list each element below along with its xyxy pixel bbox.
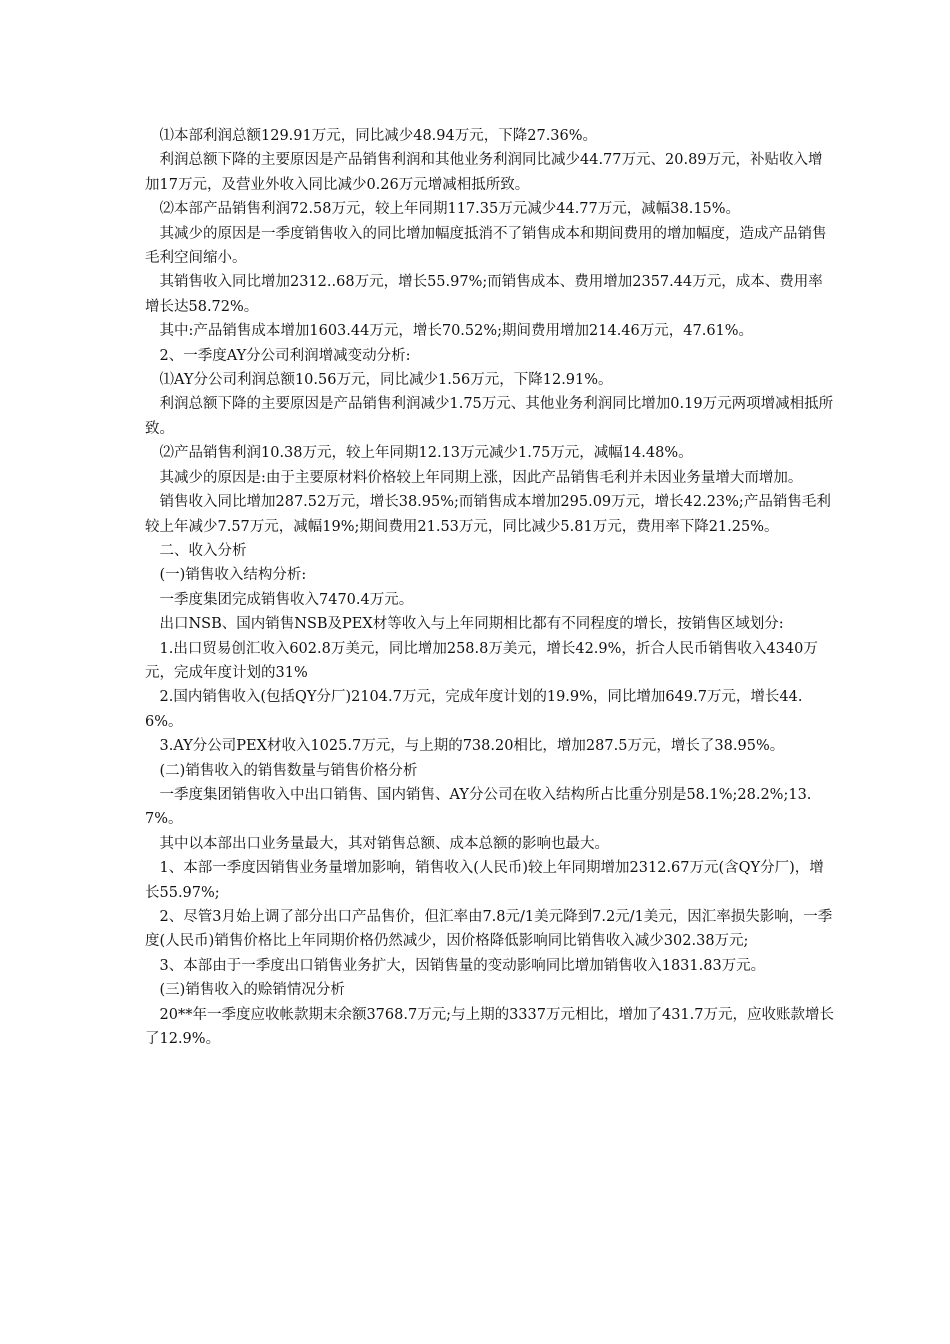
list-item: 2.国内销售收入(包括QY分厂)2104.7万元，完成年度计划的19.9%，同比增加649.7万元，增长44.6%。 <box>145 689 803 730</box>
subsection-heading: (二)销售收入的销售数量与销售价格分析 <box>159 762 418 779</box>
paragraph: 利润总额下降的主要原因是产品销售利润和其他业务利润同比减少44.77万元、20.89万元，补贴收入增加17万元，及营业外收入同比减少0.26万元增减相抵所致。 <box>145 152 823 193</box>
section-heading: 2、一季度AY分公司利润增减变动分析: <box>159 347 411 364</box>
subsection-heading: (一)销售收入结构分析: <box>159 567 307 584</box>
paragraph: 出口NSB、国内销售NSB及PEX材等收入与上年同期相比都有不同程度的增长，按销售区域划分: <box>159 616 784 633</box>
list-item: 3.AY分公司PEX材收入1025.7万元，与上期的738.20相比，增加287.5万元，增长了38.95%。 <box>159 738 785 755</box>
list-item: 2、尽管3月始上调了部分出口产品售价，但汇率由7.8元/1美元降到7.2元/1美元，因汇率损失影响，一季度(人民币)销售价格比上年同期价格仍然减少，因价格降低影响同比销售收入减少302.38万元; <box>145 909 833 950</box>
paragraph: ⑴本部利润总额129.91万元，同比减少48.94万元，下降27.36%。 <box>159 128 598 144</box>
list-item: 1、本部一季度因销售业务量增加影响，销售收入(人民币)较上年同期增加2312.67万元(含QY分厂)，增长55.97%; <box>145 860 824 901</box>
paragraph: 20**年一季度应收帐款期末余额3768.7万元;与上期的3337万元相比，增加了431.7万元，应收账款增长了12.9%。 <box>145 1006 834 1048</box>
paragraph: ⑵本部产品销售利润72.58万元，较上年同期117.35万元减少44.77万元，减幅38.15%。 <box>159 201 741 218</box>
paragraph: 一季度集团销售收入中出口销售、国内销售、AY分公司在收入结构所占比重分别是58.1%;28.2%;13.7%。 <box>145 786 812 828</box>
subsection-heading: (三)销售收入的赊销情况分析 <box>159 982 345 999</box>
list-item: 3、本部由于一季度出口销售业务扩大，因销售量的变动影响同比增加销售收入1831.83万元。 <box>159 957 766 974</box>
paragraph: 销售收入同比增加287.52万元，增长38.95%;而销售成本增加295.09万元，增长42.23%;产品销售毛利较上年减少7.57万元，减幅19%;期间费用21.53万元，同比减少5.81万元，费用率下降21.25%。 <box>145 494 831 535</box>
paragraph: ⑴AY分公司利润总额10.56万元，同比减少1.56万元，下降12.91%。 <box>159 372 613 389</box>
document-body <box>145 124 835 1051</box>
section-heading: 二、收入分析 <box>159 542 247 559</box>
paragraph: ⑵产品销售利润10.38万元，较上年同期12.13万元减少1.75万元，减幅14.48%。 <box>159 445 693 462</box>
paragraph: 其减少的原因是一季度销售收入的同比增加幅度抵消不了销售成本和期间费用的增加幅度，造成产品销售毛利空间缩小。 <box>145 225 827 267</box>
paragraph: 一季度集团完成销售收入7470.4万元。 <box>159 591 414 608</box>
paragraph: 其中以本部出口业务量最大，其对销售总额、成本总额的影响也最大。 <box>159 835 609 852</box>
paragraph: 其中:产品销售成本增加1603.44万元，增长70.52%;期间费用增加214.46万元，47.61%。 <box>159 323 754 340</box>
paragraph: 其销售收入同比增加2312..68万元，增长55.97%;而销售成本、费用增加2357.44万元，成本、费用率增长达58.72%。 <box>145 274 823 315</box>
list-item: 1.出口贸易创汇收入602.8万美元，同比增加258.8万美元，增长42.9%，折合人民币销售收入4340万元，完成年度计划的31% <box>145 640 818 681</box>
paragraph: 利润总额下降的主要原因是产品销售利润减少1.75万元、其他业务利润同比增加0.19万元两项增减相抵所致。 <box>145 396 834 437</box>
paragraph: 其减少的原因是:由于主要原材料价格较上年同期上涨，因此产品销售毛利并未因业务量增大而增加。 <box>159 469 803 486</box>
